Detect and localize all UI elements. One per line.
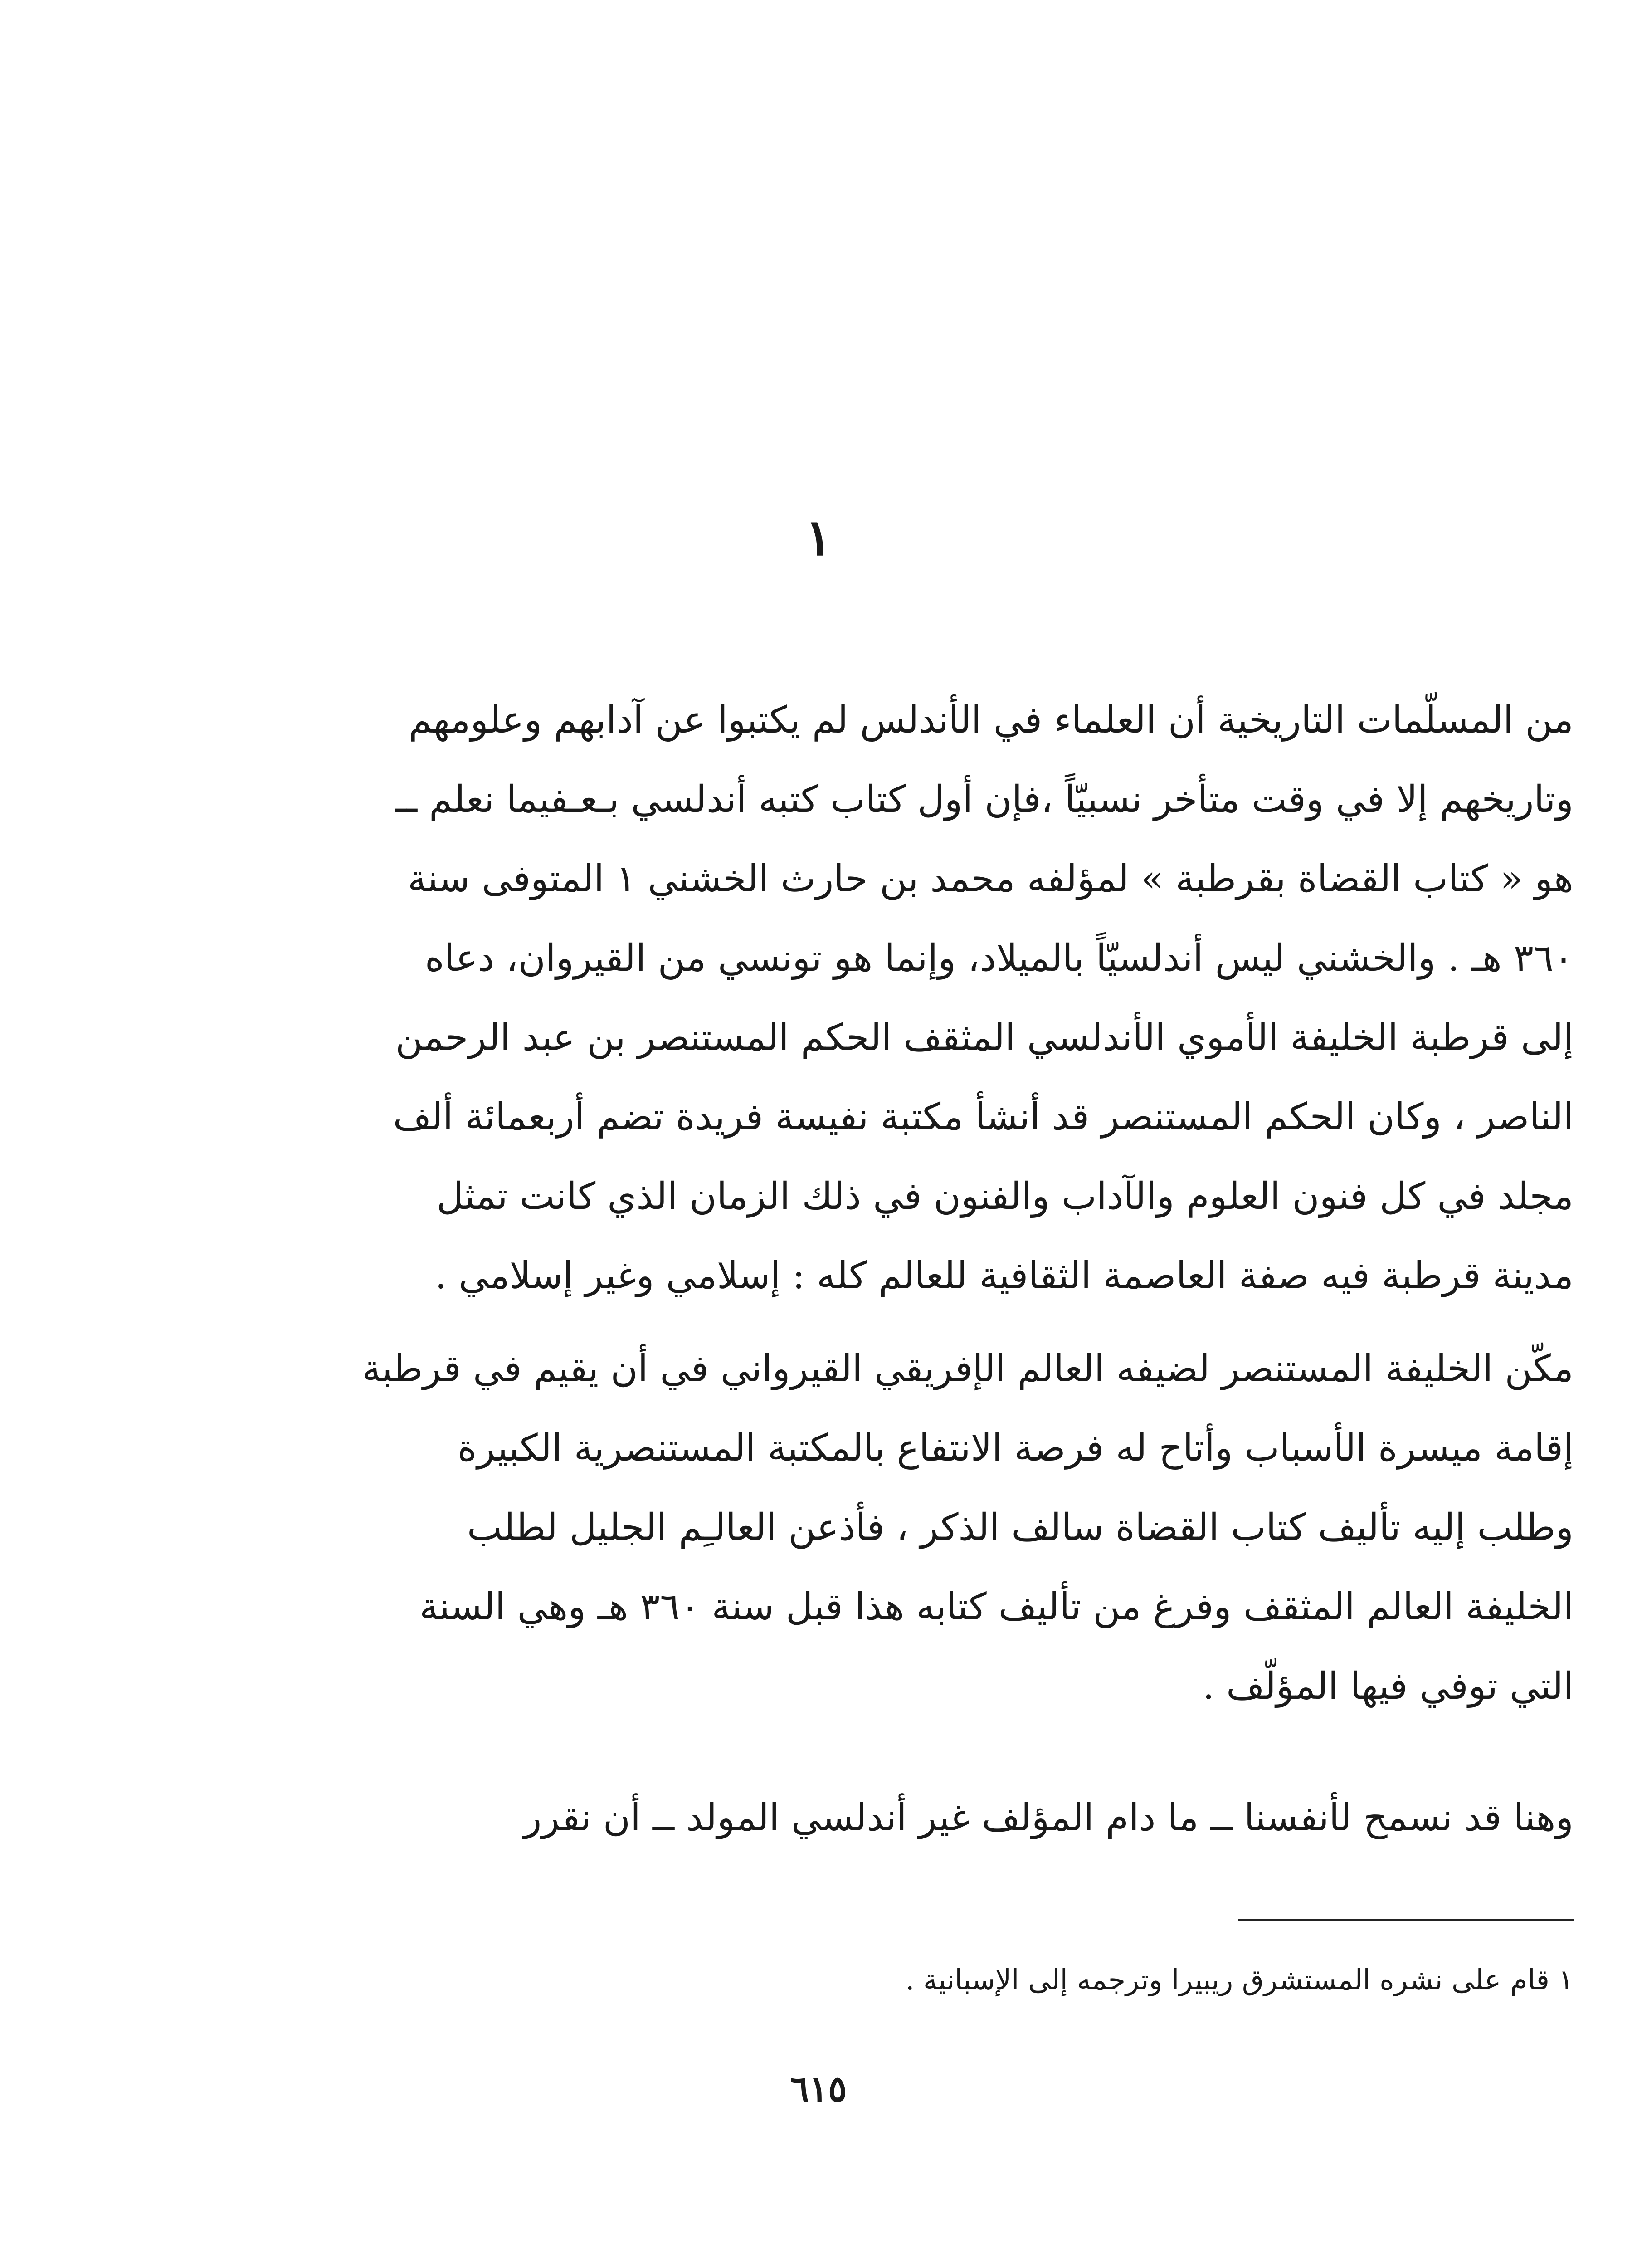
text-line: الناصر ، وكان الحكم المستنصر قد أنشأ مكتبة نفيسة فريدة تضم أربعمائة ألف bbox=[393, 1095, 1574, 1139]
text-line: وهنا قد نسمح لأنفسنا ــ ما دام المؤلف غير أندلسي المولد ــ أن نقرر bbox=[523, 1796, 1574, 1839]
text-line: الخليفة العالم المثقف وفرغ من تأليف كتابه هذا قبل سنة ٣٦٠ هـ وهي السنة bbox=[419, 1585, 1574, 1628]
footnote-divider bbox=[1238, 1919, 1574, 1921]
text-line: وطلب إليه تأليف كتاب القضاة سالف الذكر ، فأذعن العالـِم الجليل لطلب bbox=[467, 1506, 1574, 1549]
text-line: إقامة ميسرة الأسباب وأتاح له فرصة الانتفاع بالمكتبة المستنصرية الكبيرة bbox=[457, 1427, 1574, 1470]
paragraph-3 bbox=[326, 1778, 1574, 1857]
text-line: مجلد في كل فنون العلوم والآداب والفنون في ذلك الزمان الذي كانت تمثل bbox=[436, 1175, 1574, 1218]
text-line: هو « كتاب القضاة بقرطبة » لمؤلفه محمد بن حارث الخشني ١ المتوفى سنة bbox=[408, 857, 1574, 900]
text-line: التي توفي فيها المؤلّف . bbox=[1202, 1665, 1574, 1708]
text-line: مدينة قرطبة فيه صفة العاصمة الثقافية للعالم كله : إسلامي وغير إسلامي . bbox=[435, 1254, 1574, 1297]
text-line: وتاريخهم إلا في وقت متأخر نسبيّاً ،فإن أول كتاب كتبه أندلسي بـعـفيما نعلم ــ bbox=[395, 778, 1574, 821]
paragraph-1 bbox=[326, 680, 1574, 1315]
text-line: ٣٦٠ هـ . والخشني ليس أندلسيّاً بالميلاد، وإنما هو تونسي من القيروان، دعاه bbox=[424, 937, 1574, 980]
page-number: ٦١٥ bbox=[790, 2068, 847, 2110]
text-line: من المسلّمات التاريخية أن العلماء في الأندلس لم يكتبوا عن آدابهم وعلومهم bbox=[408, 699, 1574, 742]
section-number: ١ bbox=[805, 508, 832, 567]
paragraph-2 bbox=[326, 1329, 1574, 1726]
text-line: إلى قرطبة الخليفة الأموي الأندلسي المثقف الحكم المستنصر بن عبد الرحمن bbox=[395, 1016, 1574, 1059]
footnote: ١ قام على نشره المستشرق ريبيرا وترجمه إلى الإسبانية . bbox=[905, 1963, 1574, 1996]
text-line: مكّن الخليفة المستنصر لضيفه العالم الإفريقي القيرواني في أن يقيم في قرطبة bbox=[362, 1347, 1574, 1390]
